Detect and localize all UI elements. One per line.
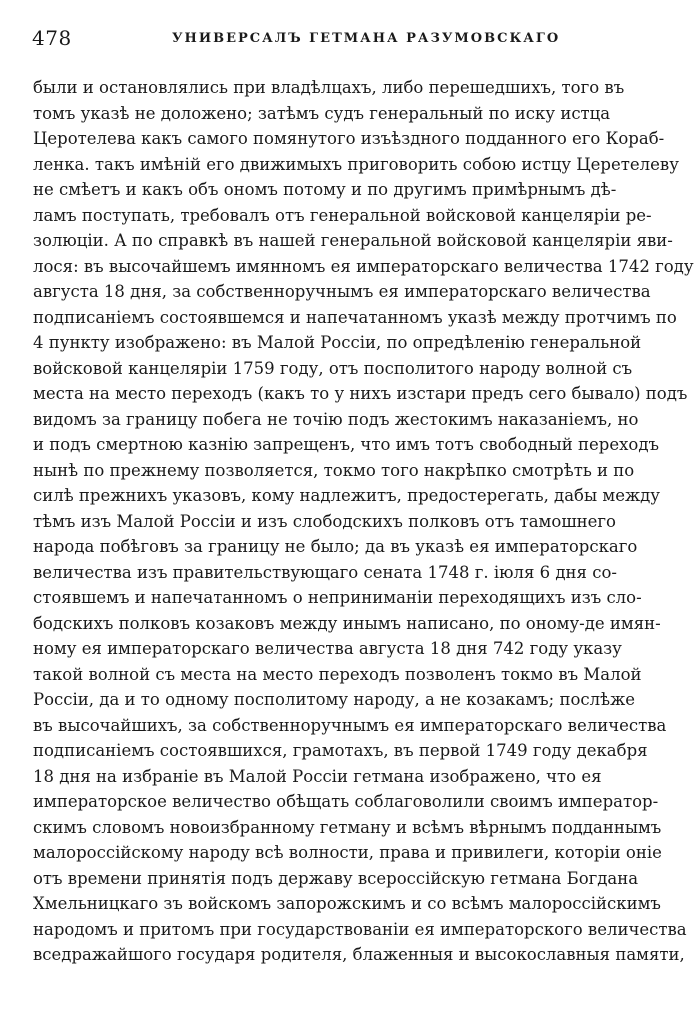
text-line: малороссійскому народу всѣ волности, права и привилеги, которіи оніе — [33, 843, 662, 862]
text-line: величества изъ правительствующаго сената 1748 г. іюля 6 дня со- — [33, 562, 617, 582]
text-line: ламъ поступать, требовалъ отъ генеральной войсковой канцеляріи ре- — [33, 205, 652, 225]
text-line: ленка. такъ имѣній его движимыхъ приговорить собою истцу Церетелеву — [33, 154, 679, 174]
text-line: силѣ прежнихъ указовъ, кому надлежитъ, предостерегать, дабы между — [33, 486, 661, 505]
body-text — [33, 75, 694, 968]
text-line: императорское величество обѣщать соблаговолили своимъ император- — [33, 792, 659, 811]
text-line: и подъ смертною казнію запрещенъ, что имъ тотъ свободный переходъ — [33, 435, 660, 454]
text-line: нынѣ по прежнему позволяется, токмо того накрѣпко смотрѣть и по — [33, 460, 635, 480]
text-line: места на место переходъ (какъ то у нихъ изстари предъ сего бывало) подъ — [33, 384, 688, 403]
text-line: ному ея императорскаго величества августа 18 дня 742 году указу — [33, 639, 622, 658]
text-line: золюціи. А по справкѣ въ нашей генеральной войсковой канцеляріи яви- — [33, 231, 673, 250]
text-line: бодскихъ полковъ козаковъ между инымъ написано, по оному-де имян- — [33, 613, 661, 633]
text-line: вседражайшого государя родителя, блаженныя и высокославныя памяти, — [33, 945, 685, 964]
page-header — [32, 26, 604, 56]
text-line: тѣмъ изъ Малой Россіи и изъ слободскихъ полковъ отъ тамошнего — [33, 511, 616, 531]
text-line: 18 дня на избраніе въ Малой Россіи гетмана изображено, что ея — [33, 766, 602, 786]
text-line: народомъ и притомъ при государствованіи ея императорского величества — [33, 919, 687, 939]
text-line: 4 пункту изображено: въ Малой Россіи, по опредѣленію генеральной — [33, 333, 642, 352]
text-line: войсковой канцеляріи 1759 году, отъ посполитого народу волной съ — [33, 358, 633, 378]
text-line: томъ указѣ не доложено; затѣмъ судъ генеральный по иску истца — [33, 103, 611, 123]
text-line: Церотелева какъ самого помянутого изъѣздного подданного его Кораб- — [33, 129, 665, 148]
text-line: Россіи, да и то одному посполитому народу, а не козакамъ; послѣже — [33, 690, 636, 709]
text-line: подписаніемъ состоявшемся и напечатанномъ указѣ между протчимъ по — [33, 307, 677, 327]
page-number: 478 — [32, 26, 72, 50]
running-title: УНИВЕРСАЛЪ ГЕТМАНА РАЗУМОВСКАГО — [172, 31, 561, 46]
text-line: такой волной съ места на место переходъ позволенъ токмо въ Малой — [33, 664, 642, 684]
text-line: народа побѣговъ за границу не было; да въ указѣ ея императорскаго — [33, 537, 638, 556]
text-line: были и остановлялись при владѣлцахъ, либо перешедшихъ, того въ — [33, 78, 625, 97]
text-line: подписаніемъ состоявшихся, грамотахъ, въ первой 1749 году декабря — [33, 741, 648, 760]
text-line: августа 18 дня, за собственноручнымъ ея императорскаго величества — [33, 282, 651, 301]
text-line: стоявшемъ и напечатанномъ о неприниманіи переходящихъ изъ сло- — [33, 588, 642, 607]
text-line: скимъ словомъ новоизбранному гетману и всѣмъ вѣрнымъ подданнымъ — [33, 817, 662, 837]
text-line: не смѣетъ и какъ объ ономъ потому и по другимъ примѣрнымъ дѣ- — [33, 180, 617, 199]
text-line: лося: въ высочайшемъ имянномъ ея императорскаго величества 1742 году — [33, 256, 694, 276]
text-line: въ высочайшихъ, за собственноручнымъ ея императорскаго величества — [33, 715, 667, 735]
text-line: Хмельницкаго зъ войскомъ запорожскимъ и со всѣмъ малороссійскимъ — [33, 894, 661, 913]
text-line: видомъ за границу побега не точію подъ жестокимъ наказаніемъ, но — [33, 409, 639, 429]
text-line: отъ времени принятія подъ державу всероссійскую гетмана Богдана — [33, 868, 639, 888]
